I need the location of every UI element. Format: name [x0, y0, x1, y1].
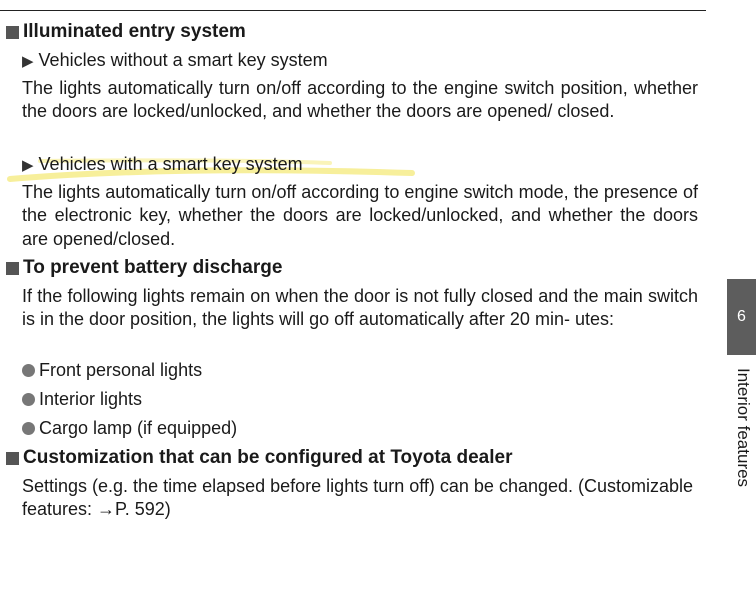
list-item: Cargo lamp (if equipped) [22, 417, 237, 439]
section-heading-illuminated-entry: Illuminated entry system [6, 21, 246, 43]
chapter-number: 6 [737, 308, 746, 325]
top-rule [0, 10, 706, 11]
list-item: Interior lights [22, 388, 142, 410]
paragraph-with-smart-key: The lights automatically turn on/off according to engine switch mode, the presence of the electronic key, whether the doors are locked/unlocked, and whether the doors are opened/closed. [22, 182, 698, 249]
square-bullet-icon [6, 452, 19, 465]
circle-bullet-icon [22, 422, 35, 435]
triangle-right-icon: ▶ [22, 53, 34, 70]
triangle-right-icon: ▶ [22, 157, 34, 174]
subheading-without-smart-key: ▶ Vehicles without a smart key system [22, 50, 328, 70]
circle-bullet-icon [22, 393, 35, 406]
section-heading-customization: Customization that can be configured at Toyota dealer [6, 447, 512, 469]
square-bullet-icon [6, 26, 19, 39]
square-bullet-icon [6, 262, 19, 275]
chapter-label: Interior features [734, 368, 753, 488]
paragraph-customization: Settings (e.g. the time elapsed before lights turn off) can be changed. (Customizable features: →P. 592) [22, 476, 694, 520]
paragraph-without-smart-key: The lights automatically turn on/off according to the engine switch position, whether the doors are locked/unlocked, and whether the doors are opened/ closed. [22, 78, 698, 122]
paragraph-battery-discharge: If the following lights remain on when the door is not fully closed and the main switch is in the door position, the lights will go off automatically after 20 min- utes: [22, 286, 698, 330]
chapter-tab[interactable] [727, 279, 756, 355]
subheading-with-smart-key: ▶ Vehicles with a smart key system [22, 154, 303, 174]
section-heading-battery-discharge: To prevent battery discharge [6, 257, 282, 279]
list-item: Front personal lights [22, 359, 202, 381]
circle-bullet-icon [22, 364, 35, 377]
